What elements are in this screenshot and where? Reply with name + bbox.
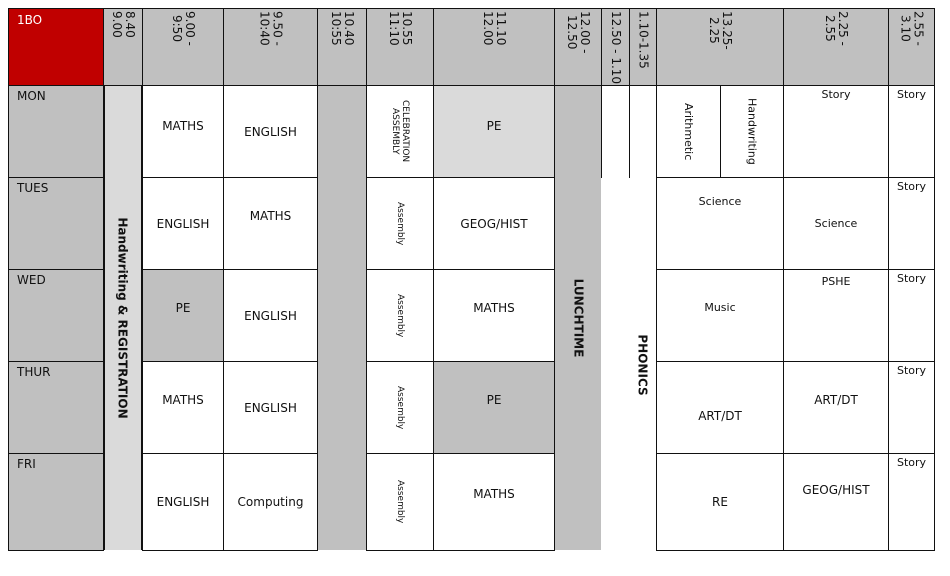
break-column: [317, 86, 367, 550]
fri-period-4: [433, 453, 555, 551]
lesson-label: MATHS: [162, 392, 204, 407]
wed-period-1: [142, 269, 224, 362]
fri-period-3: [366, 453, 434, 551]
lesson-label: Science: [698, 195, 742, 208]
lesson-label: MATHS: [473, 300, 515, 315]
wed-story-cell: [888, 269, 935, 362]
lesson-label: Story: [896, 364, 927, 377]
fri-story-cell: [888, 453, 935, 551]
header-0840: [103, 8, 143, 86]
thur-period-3: [366, 361, 434, 454]
day-label: FRI: [17, 457, 36, 471]
tues-period-1: [142, 177, 224, 270]
mon-period-2: [223, 85, 318, 178]
tues-period-4: [433, 177, 555, 270]
day-label: TUES: [17, 181, 49, 195]
day-label: WED: [17, 273, 46, 287]
header-1200-label: 12.00 - 12.50: [565, 11, 592, 54]
lesson-label: MATHS: [249, 208, 292, 223]
lesson-label: Story: [896, 272, 927, 285]
fri-period-2: [223, 453, 318, 551]
lesson-label: PE: [175, 300, 191, 315]
mon-period-3: [366, 85, 434, 178]
day-cell-thur: [8, 361, 104, 454]
mon-1250-cell: [601, 85, 630, 178]
header-0900-label: 9.00 - 9:50: [170, 11, 197, 46]
lesson-label: Story: [821, 88, 851, 101]
thur-period-2: [223, 361, 318, 454]
lesson-label: PE: [486, 118, 502, 133]
lesson-label: Science: [814, 217, 858, 230]
lesson-label: ENGLISH: [156, 216, 210, 231]
header-1055: [366, 8, 434, 86]
lesson-label: CELEBRATION ASSEMBLY: [390, 100, 410, 163]
lesson-label: ENGLISH: [244, 400, 297, 415]
lesson-label: PSHE: [821, 275, 851, 288]
day-cell-tues: [8, 177, 104, 270]
header-0950: [223, 8, 318, 86]
tues-period-2: [223, 177, 318, 270]
thur-period-1: [142, 361, 224, 454]
mon-arithmetic-cell: [656, 85, 721, 178]
header-1325: [656, 8, 784, 86]
lesson-label: ENGLISH: [244, 124, 297, 139]
header-1110-label: 11.10 12.00: [481, 11, 508, 46]
wed-period-2: [223, 269, 318, 362]
tues-story-cell: [888, 177, 935, 270]
lesson-label: RE: [712, 495, 728, 509]
day-cell-wed: [8, 269, 104, 362]
lesson-label: Story: [896, 456, 927, 469]
thur-afternoon-1: [656, 361, 784, 454]
header-0255-label: 2.55 - 3.10: [898, 11, 926, 46]
lesson-label: ENGLISH: [156, 495, 210, 509]
mon-handwriting-cell: [720, 85, 784, 178]
lesson-label: Arithmetic: [682, 102, 695, 161]
wed-afternoon-2: [783, 269, 889, 362]
class-name: 1BO: [17, 13, 43, 27]
lesson-label: ART/DT: [698, 408, 742, 423]
lesson-label: Story: [896, 180, 927, 193]
day-cell-mon: [8, 85, 104, 178]
phonics-label: PHONICS: [635, 333, 650, 396]
header-1250-label: 12.50 - 1.10: [609, 11, 623, 85]
header-1110: [433, 8, 555, 86]
lesson-label: Assembly: [395, 201, 405, 246]
mon-story-end-cell: [888, 85, 935, 178]
header-1310: [629, 8, 657, 86]
lesson-label: Assembly: [395, 480, 405, 524]
lesson-label: MATHS: [162, 118, 204, 133]
lunch-span: [555, 86, 601, 550]
header-1040-label: 10.40 10:55: [329, 11, 356, 46]
thur-story-cell: [888, 361, 935, 454]
thur-period-4: [433, 361, 555, 454]
wed-period-3: [366, 269, 434, 362]
header-1325-label: 13.25- 2.25: [707, 11, 734, 50]
header-0900: [142, 8, 224, 86]
tues-afternoon-2: [783, 177, 889, 270]
lesson-label: Computing: [237, 495, 304, 509]
lesson-label: PE: [486, 392, 502, 407]
mon-period-1: [142, 85, 224, 178]
fri-period-1: [142, 453, 224, 551]
header-1250: [601, 8, 630, 86]
day-cell-fri: [8, 453, 104, 551]
lesson-label: Story: [896, 88, 927, 101]
header-1310-label: 1.10-1.35: [636, 11, 651, 69]
mon-1310-cell: [629, 85, 657, 178]
lesson-label: GEOG/HIST: [460, 216, 528, 231]
phonics-span: [602, 178, 656, 551]
lesson-label: ART/DT: [814, 392, 858, 407]
fri-afternoon-2: [783, 453, 889, 551]
header-0225-label: 2.25 - 2.55: [823, 11, 850, 46]
lesson-label: Assembly: [395, 293, 405, 338]
header-0950-label: 9.50 - 10:40: [257, 11, 285, 46]
lesson-label: Music: [704, 301, 736, 314]
header-0840-label: 8.40 9.00: [110, 11, 137, 38]
header-1200: [554, 8, 602, 86]
header-1040: [317, 8, 367, 86]
lesson-label: Assembly: [395, 385, 405, 430]
tues-afternoon-1: [656, 177, 784, 270]
mon-period-4: [433, 85, 555, 178]
day-label: THUR: [17, 365, 51, 379]
lesson-label: ENGLISH: [244, 308, 297, 323]
wed-period-4: [433, 269, 555, 362]
registration-label: Handwriting & REGISTRATION: [116, 217, 131, 419]
header-0225: [783, 8, 889, 86]
tues-period-3: [366, 177, 434, 270]
lunch-label: LUNCHTIME: [571, 278, 585, 358]
lesson-label: MATHS: [473, 487, 515, 501]
registration-span: [104, 86, 142, 550]
mon-story-cell: [783, 85, 889, 178]
thur-afternoon-2: [783, 361, 889, 454]
header-0255: [888, 8, 935, 86]
day-label: MON: [17, 89, 46, 103]
lesson-label: Handwriting: [745, 98, 759, 165]
fri-afternoon-1: [656, 453, 784, 551]
wed-afternoon-1: [656, 269, 784, 362]
lesson-label: GEOG/HIST: [802, 483, 870, 497]
class-name-cell: [8, 8, 104, 86]
header-1055-label: 10.55 11:10: [387, 11, 414, 46]
